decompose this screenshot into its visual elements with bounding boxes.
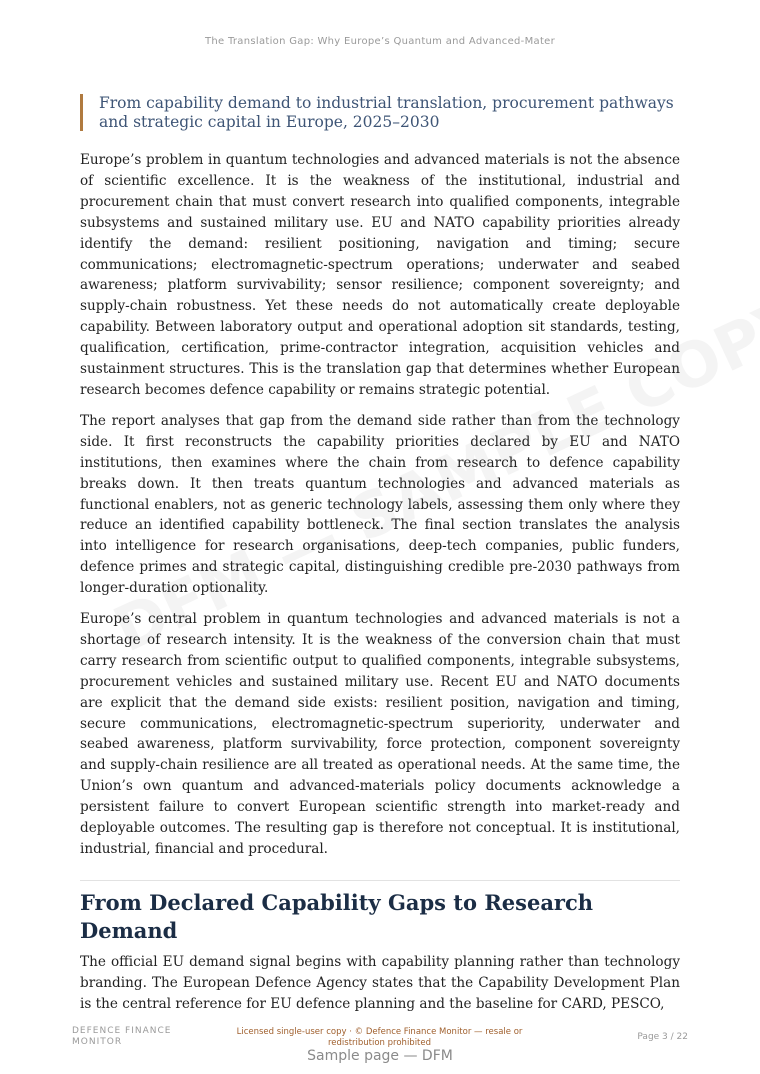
paragraph-3: Europe’s central problem in quantum technologies and advanced materials is not a shortage of research intensity. It is the weakness of the conversion chain that must carry research from scientific output to qualified components, integrable subsystems, procurement vehicles and sustained military use. Recent EU and NATO documents are explicit that the demand side exists: resilient position, navigation and timing, secure communications, electromagnetic-spectrum superiority, underwater and seabed awareness, platform survivability, force protection, component sovereignty and supply-chain resilience are all treated as operational needs. At the same time, the Union’s own quantum and advanced-materials policy documents acknowledge a persistent failure to convert European scientific strength into market-ready and deployable outcomes. The resulting gap is therefore not conceptual. It is institutional, industrial, financial and procedural. bbox=[80, 611, 680, 857]
footer-brand bbox=[72, 1026, 202, 1047]
section-intro-paragraph: The official EU demand signal begins with capability planning rather than technology branding. The European Defence Agency states that the Capability Development Plan is the central reference for EU defence planning and the baseline for CARD, PESCO, bbox=[80, 953, 680, 1012]
paragraph-1: Europe’s problem in quantum technologies and advanced materials is not the absence of scientific excellence. It is the weakness of the institutional, industrial and procurement chain that must convert research into qualified components, integrable subsystems and sustained military use. EU and NATO capability priorities already identify the demand: resilient positioning, navigation and timing; secure communications; electromagnetic-spectrum operations; underwater and seabed awareness; platform survivability; sensor resilience; component sovereignty; and supply-chain robustness. Yet these needs do not automatically create deployable capability. Between laboratory output and operational adoption sit standards, testing, qualification, certification, prime-contractor integration, acquisition vehicles and sustainment structures. This is the translation gap that determines whether European research becomes defence capability or remains strategic potential. bbox=[80, 152, 680, 398]
sample-page-label: Sample page — DFM bbox=[307, 1048, 453, 1064]
page-footer bbox=[72, 1026, 688, 1050]
paragraph-2: The report analyses that gap from the demand side rather than from the technology side. It first reconstructs the capability priorities declared by EU and NATO institutions, then examines where the chain from research to defence capability breaks down. It then treats quantum technologies and advanced materials as functional enablers, not as generic technology labels, assessing them only where they reduce an identified capability bottleneck. The final section translates the analysis into intelligence for research organisations, deep-tech companies, public funders, defence primes and strategic capital, distinguishing credible pre-2030 pathways from longer-duration optionality. bbox=[80, 412, 680, 597]
footer-license-notice: Licensed single-user copy · © Defence Finance Monitor — resale or redistribution prohibited bbox=[236, 1027, 523, 1048]
section-divider bbox=[80, 880, 680, 881]
footer-brand-line-2: MONITOR bbox=[72, 1036, 123, 1047]
subtitle: From capability demand to industrial translation, procurement pathways and strategic capital in Europe, 2025–2030 bbox=[99, 94, 674, 131]
subtitle-block bbox=[80, 94, 680, 131]
document-body bbox=[80, 150, 680, 1025]
footer-brand-line-1: DEFENCE FINANCE bbox=[72, 1026, 172, 1036]
page-number: Page 3 / 22 bbox=[637, 1032, 688, 1042]
running-header: The Translation Gap: Why Europe’s Quantum and Advanced-Mater bbox=[204, 36, 556, 47]
section-heading: From Declared Capability Gaps to Research Demand bbox=[80, 889, 594, 943]
